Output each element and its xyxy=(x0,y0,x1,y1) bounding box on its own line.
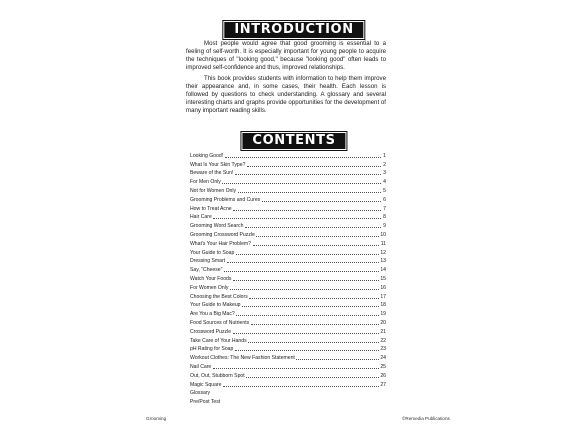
toc-entry-page: 10 xyxy=(380,231,386,238)
toc-entry xyxy=(190,317,386,326)
toc-dot-leader xyxy=(253,245,380,246)
toc-dot-leader xyxy=(224,271,379,272)
toc-entry xyxy=(190,247,386,256)
contents-heading: CONTENTS xyxy=(242,133,345,149)
toc-entry xyxy=(190,238,386,247)
toc-entry xyxy=(190,388,386,397)
introduction-body xyxy=(186,40,386,118)
toc-entry-title: Your Guide to Makeup xyxy=(190,302,241,309)
toc-entry xyxy=(190,352,386,361)
toc-entry-page: 16 xyxy=(380,284,386,291)
toc-dot-leader xyxy=(223,386,379,387)
toc-dot-leader xyxy=(251,324,379,325)
toc-dot-leader xyxy=(213,218,380,219)
toc-entry-page: 12 xyxy=(380,249,386,256)
toc-dot-leader xyxy=(238,192,381,193)
toc-entry xyxy=(190,229,386,238)
toc-entry-page: 4 xyxy=(383,179,386,186)
toc-entry-title: How to Treat Acne xyxy=(190,205,232,212)
toc-entry-page: 17 xyxy=(380,293,386,300)
toc-entry xyxy=(190,168,386,177)
toc-entry-page: 14 xyxy=(380,267,386,274)
toc-entry xyxy=(190,396,386,405)
table-of-contents xyxy=(190,150,386,405)
toc-entry xyxy=(190,282,386,291)
toc-entry-title: Magic Square xyxy=(190,381,222,388)
toc-entry-page: 2 xyxy=(383,161,386,168)
toc-dot-leader xyxy=(246,377,379,378)
toc-entry-title: Workout Clothes: The New Fashion Statement xyxy=(190,355,295,362)
toc-entry-title: Crossword Puzzle xyxy=(190,328,232,335)
toc-dot-leader xyxy=(233,280,379,281)
toc-entry-title: What's Your Hair Problem? xyxy=(190,240,251,247)
toc-entry-title: Nail Care xyxy=(190,363,212,370)
toc-entry-page: 24 xyxy=(380,355,386,362)
intro-paragraph-1: Most people would agree that good grooming is essential to a feeling of self-worth. It is especially important for young people to acquire the techniques of "looking good," because "looking good" often leads to improved self-confidence and thus, improved relationships. xyxy=(186,40,386,72)
toc-entry-title: Beware of the Sun! xyxy=(190,170,234,177)
toc-dot-leader xyxy=(245,227,381,228)
toc-entry-page: 13 xyxy=(380,258,386,265)
toc-entry-title: Choosing the Best Colors xyxy=(190,293,248,300)
toc-dot-leader xyxy=(236,254,379,255)
toc-entry-title: Hair Care xyxy=(190,214,212,221)
toc-entry-title: Watch Your Foods xyxy=(190,275,232,282)
toc-entry xyxy=(190,212,386,221)
toc-dot-leader xyxy=(262,201,381,202)
toc-entry xyxy=(190,264,386,273)
toc-entry-page: 5 xyxy=(383,187,386,194)
toc-entry xyxy=(190,185,386,194)
toc-entry-title: Not for Women Only xyxy=(190,187,237,194)
toc-dot-leader xyxy=(233,210,380,211)
toc-entry xyxy=(190,220,386,229)
toc-entry-title: Say, "Cheese" xyxy=(190,267,223,274)
toc-entry-page: 3 xyxy=(383,170,386,177)
toc-entry-page: 20 xyxy=(380,319,386,326)
toc-entry-page: 1 xyxy=(383,152,386,159)
toc-entry-page: 26 xyxy=(380,372,386,379)
toc-entry-title: Take Care of Your Hands xyxy=(190,337,247,344)
toc-entry xyxy=(190,300,386,309)
toc-entry xyxy=(190,308,386,317)
toc-entry-title: Your Guide to Soap xyxy=(190,249,235,256)
toc-entry-page: 8 xyxy=(383,214,386,221)
toc-dot-leader xyxy=(236,315,379,316)
toc-entry-title: What Is Your Skin Type? xyxy=(190,161,246,168)
toc-dot-leader xyxy=(222,183,380,184)
toc-entry-title: For Women Only xyxy=(190,284,229,291)
toc-entry xyxy=(190,361,386,370)
toc-entry xyxy=(190,203,386,212)
toc-entry-title: pH Rating for Soap xyxy=(190,346,234,353)
toc-entry-title: Grooming Crossword Puzzle xyxy=(190,231,255,238)
toc-entry-page: 15 xyxy=(380,275,386,282)
toc-entry xyxy=(190,150,386,159)
toc-entry xyxy=(190,273,386,282)
toc-dot-leader xyxy=(233,333,379,334)
toc-entry-title: Dressing Smart xyxy=(190,258,226,265)
toc-dot-leader xyxy=(247,166,381,167)
footer-book-title: Grooming xyxy=(146,416,167,421)
toc-entry-page: 22 xyxy=(380,337,386,344)
toc-entry-title: Grooming Word Search xyxy=(190,223,244,230)
toc-dot-leader xyxy=(296,359,378,360)
toc-entry-title: Grooming Problems and Cures xyxy=(190,196,261,203)
toc-entry-page: 6 xyxy=(383,196,386,203)
toc-entry-title: Glossary xyxy=(190,390,211,397)
toc-entry-title: Looking Good! xyxy=(190,152,224,159)
toc-entry xyxy=(190,176,386,185)
footer-publisher: ©Remedia Publications xyxy=(402,416,450,421)
toc-entry xyxy=(190,256,386,265)
toc-entry-title: Are You a Big Mac? xyxy=(190,311,235,318)
toc-dot-leader xyxy=(235,350,379,351)
toc-entry xyxy=(190,370,386,379)
toc-dot-leader xyxy=(249,298,379,299)
toc-entry xyxy=(190,159,386,168)
toc-dot-leader xyxy=(213,368,379,369)
toc-entry xyxy=(190,194,386,203)
toc-entry-page: 9 xyxy=(383,223,386,230)
toc-entry-page: 25 xyxy=(380,363,386,370)
introduction-heading: INTRODUCTION xyxy=(224,22,363,38)
toc-entry-page: 27 xyxy=(380,381,386,388)
toc-entry xyxy=(190,291,386,300)
toc-dot-leader xyxy=(227,262,379,263)
toc-dot-leader xyxy=(242,306,379,307)
intro-paragraph-2: This book provides students with information to help them improve their appearance and, in some cases, their health. Each lesson is followed by questions to check understanding. A glossary and several interesting charts and graphs provide opportunities for the development of many important reading skills. xyxy=(186,74,386,115)
toc-entry-page: 23 xyxy=(380,346,386,353)
toc-entry xyxy=(190,379,386,388)
toc-entry-title: For Men Only xyxy=(190,179,221,186)
toc-entry xyxy=(190,344,386,353)
toc-entry xyxy=(190,335,386,344)
toc-entry-title: Food Sources of Nutrients xyxy=(190,319,250,326)
toc-entry-page: 11 xyxy=(380,240,386,247)
toc-dot-leader xyxy=(248,342,379,343)
toc-entry-page: 18 xyxy=(380,302,386,309)
toc-entry xyxy=(190,326,386,335)
toc-dot-leader xyxy=(256,236,379,237)
toc-dot-leader xyxy=(225,157,381,158)
toc-entry-title: Pre/Post Test xyxy=(190,399,221,406)
toc-dot-leader xyxy=(235,174,381,175)
toc-entry-title: Out, Out, Stubborn Spot xyxy=(190,372,245,379)
toc-entry-page: 19 xyxy=(380,311,386,318)
toc-entry-page: 7 xyxy=(383,205,386,212)
toc-entry-page: 21 xyxy=(380,328,386,335)
toc-dot-leader xyxy=(230,289,379,290)
